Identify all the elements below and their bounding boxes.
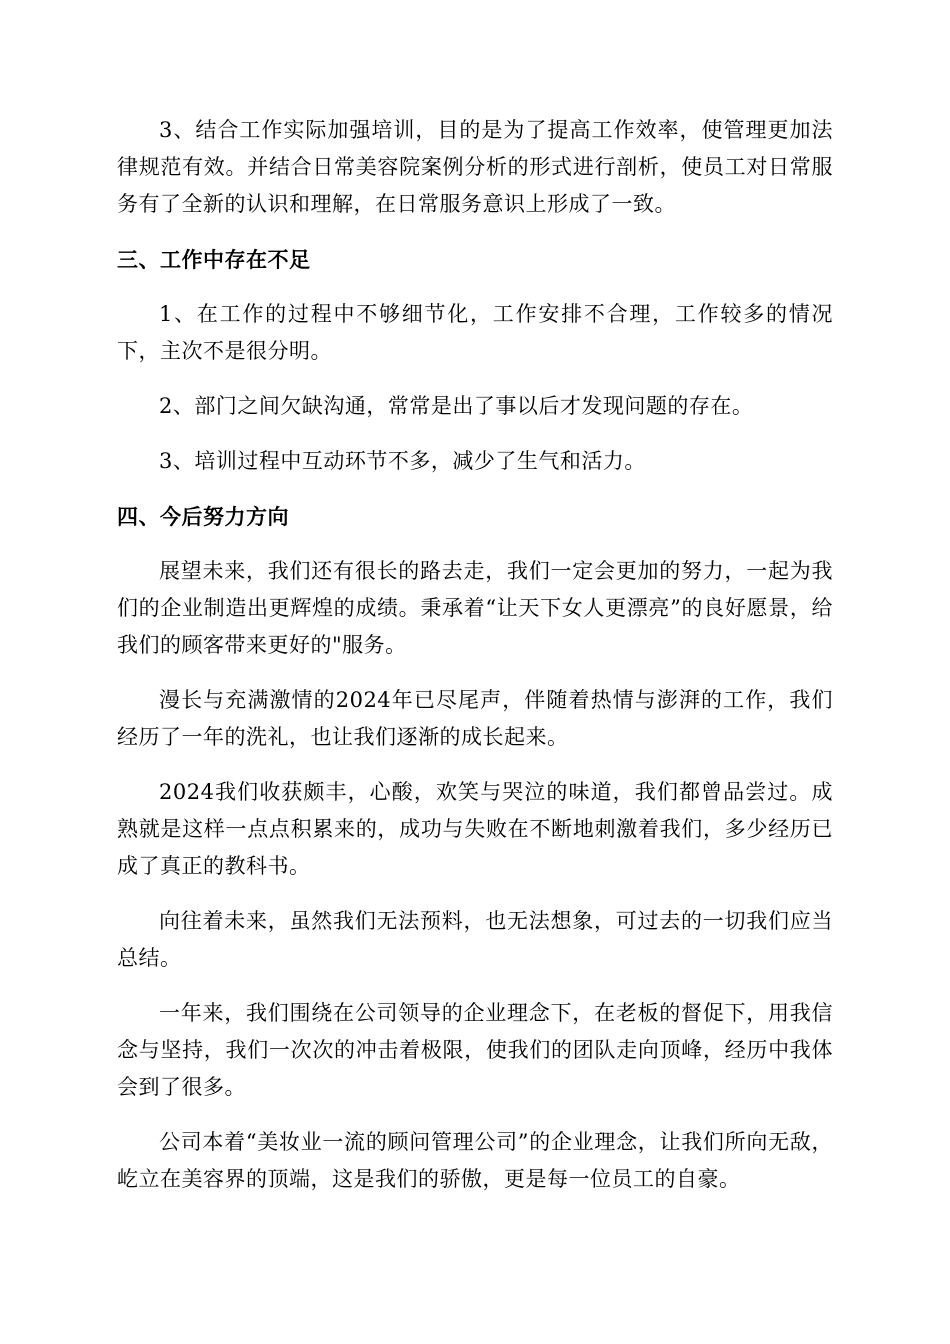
paragraph-year-review: 一年来，我们围绕在公司领导的企业理念下，在老板的督促下，用我信念与坚持，我们一次次的冲击着极限，使我们的团队走向顶峰，经历中我体会到了很多。	[117, 1001, 833, 1099]
paragraph-outlook: 展望未来，我们还有很长的路去走，我们一定会更加的努力，一起为我们的企业制造出更辉煌的成绩。秉承着“让天下女人更漂亮”的良好愿景，给我们的顾客带来更好的"服务。	[117, 559, 833, 657]
paragraph-shortcoming-1: 1、在工作的过程中不够细节化，工作安排不合理，工作较多的情况下，主次不是很分明。	[117, 302, 833, 363]
paragraph-shortcoming-2: 2、部门之间欠缺沟通，常常是出了事以后才发现问题的存在。	[159, 394, 754, 418]
paragraph-harvest: 2024我们收获颇丰，心酸，欢笑与哭泣的味道，我们都曾品尝过。成熟就是这样一点点积累来的，成功与失败在不断地刺激着我们，多少经历已成了真正的教科书。	[117, 780, 833, 878]
document-page	[117, 112, 833, 1198]
paragraph-looking-forward: 向往着未来，虽然我们无法预料，也无法想象，可过去的一切我们应当总结。	[117, 909, 833, 970]
paragraph-training: 3、结合工作实际加强培训，目的是为了提高工作效率，使管理更加法律规范有效。并结合日常美容院案例分析的形式进行剖析，使员工对日常服务有了全新的认识和理解，在日常服务意识上形成了一致。	[117, 118, 833, 216]
section-heading-future: 四、今后努力方向	[117, 504, 289, 529]
paragraph-company-philosophy: 公司本着“美妆业一流的顾问管理公司”的企业理念，让我们所向无敌，屹立在美容界的顶端，这是我们的骄傲，更是每一位员工的自豪。	[117, 1130, 833, 1191]
paragraph-year-end: 漫长与充满激情的2024年已尽尾声，伴随着热情与澎湃的工作，我们经历了一年的洗礼，也让我们逐渐的成长起来。	[117, 688, 833, 749]
section-heading-shortcomings: 三、工作中存在不足	[117, 247, 311, 272]
paragraph-shortcoming-3: 3、培训过程中互动环节不多，减少了生气和活力。	[159, 449, 646, 473]
